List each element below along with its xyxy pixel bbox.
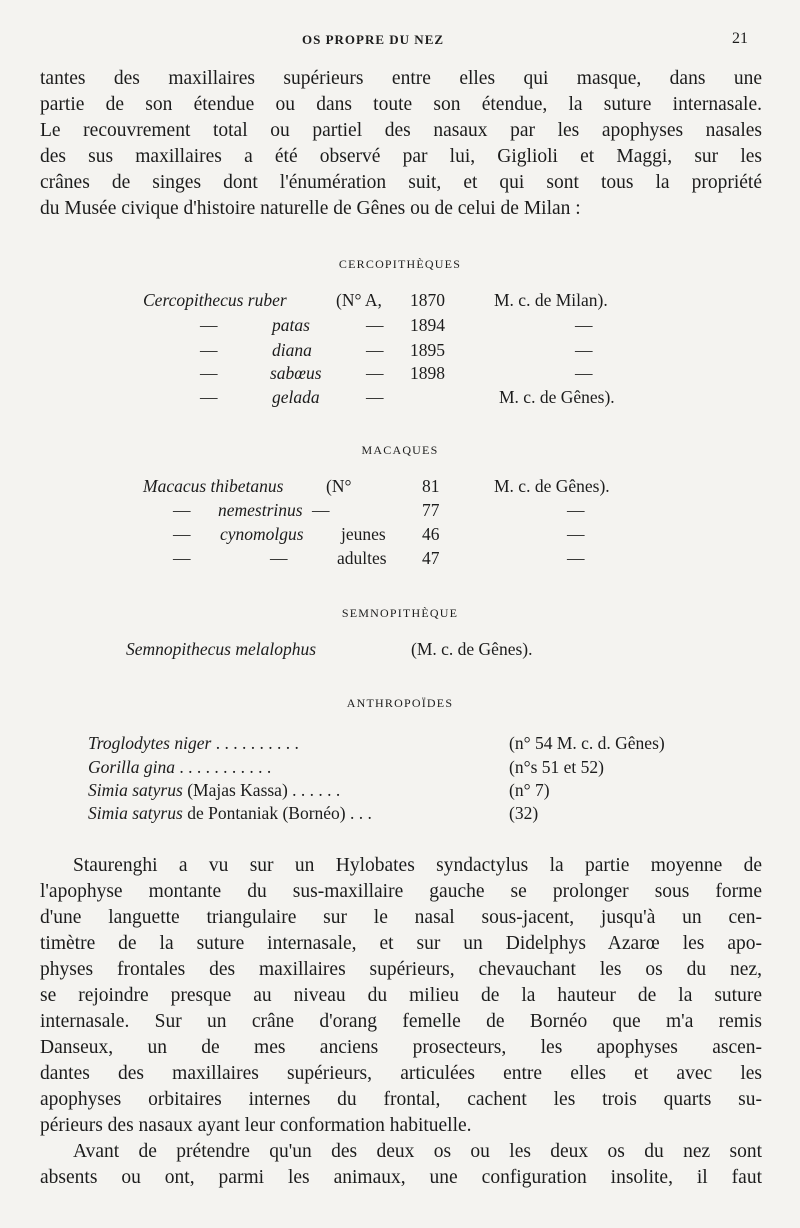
text-line: tantes des maxillaires supérieurs entre elles qui masque, dans une xyxy=(40,68,762,89)
list-item xyxy=(88,780,340,801)
list-item xyxy=(143,290,287,311)
text-line: Avant de prétendre qu'un des deux os ou les deux os du nez sont xyxy=(73,1141,762,1162)
source-cell: M. c. de Milan). xyxy=(494,290,608,310)
leader-dots: . . . xyxy=(350,803,372,823)
text-line: Danseux, un de mes anciens prosecteurs, les apophyses ascen- xyxy=(40,1037,762,1058)
leader-dots: . . . . . . . . . . . xyxy=(179,757,272,777)
dash-cell: — xyxy=(575,340,593,360)
source-cell: (M. c. de Gênes). xyxy=(411,639,533,659)
dash-cell: — xyxy=(312,500,330,520)
list-item xyxy=(88,733,299,754)
ref-cell: (n° 7) xyxy=(509,780,550,800)
section-heading-anthropoides: ANTHROPOÏDES xyxy=(346,696,454,710)
section-heading-semnopitheque: SEMNOPITHÈQUE xyxy=(341,606,459,620)
text-line: des sus maxillaires a été observé par lui, Giglioli et Maggi, sur les xyxy=(40,146,762,167)
species-name: patas xyxy=(272,315,310,335)
page-number: 21 xyxy=(732,30,748,47)
text-line: physes frontales des maxillaires supérieurs, chevauchant les os du nez, xyxy=(40,959,762,980)
dash-cell: — xyxy=(173,524,191,544)
species-extra: (Majas Kassa) xyxy=(187,780,288,800)
note-cell: (N° xyxy=(326,476,352,496)
dash-cell: — xyxy=(366,340,384,360)
list-item xyxy=(88,757,271,778)
list-item xyxy=(88,803,372,824)
ref-cell: (n°s 51 et 52) xyxy=(509,757,604,777)
section-heading-macaques: MACAQUES xyxy=(361,443,439,457)
species-name: Simia satyrus xyxy=(88,780,183,800)
text-line: timètre de la suture internasale, et sur un Didelphys Azarœ les apo- xyxy=(40,933,762,954)
section-heading-cercopitheques: CERCOPITHÈQUES xyxy=(338,257,462,271)
ref-cell: (32) xyxy=(509,803,539,823)
text-line: d'une languette triangulaire sur le nasal sous-jacent, jusqu'à un cen- xyxy=(40,907,762,928)
dash-cell: — xyxy=(366,363,384,383)
ref-cell: (n° 54 M. c. d. Gênes) xyxy=(509,733,665,753)
year-cell: 1894 xyxy=(410,315,445,335)
dash-cell: — xyxy=(173,500,191,520)
text-line: crânes de singes dont l'énumération suit, et qui sont tous la propriété xyxy=(40,172,762,193)
species-name: cynomolgus xyxy=(220,524,304,544)
species-name: gelada xyxy=(272,387,320,407)
dash-cell: — xyxy=(200,387,218,407)
dash-cell: — xyxy=(200,315,218,335)
year-cell: 1898 xyxy=(410,363,445,383)
num-cell: 47 xyxy=(422,548,440,568)
dash-cell: — xyxy=(567,524,585,544)
text-line: absents ou ont, parmi les animaux, une configuration insolite, il faut xyxy=(40,1167,762,1188)
dash-cell: — xyxy=(575,315,593,335)
note-cell: adultes xyxy=(337,548,387,568)
num-cell: 81 xyxy=(422,476,440,496)
species-name: Simia satyrus xyxy=(88,803,183,823)
year-cell: 1895 xyxy=(410,340,445,360)
dash-cell: — xyxy=(567,500,585,520)
species-extra: de Pontaniak (Bornéo) xyxy=(187,803,346,823)
running-head xyxy=(0,30,800,52)
species-name: Semnopithecus melalophus xyxy=(126,639,317,659)
dash-cell: — xyxy=(567,548,585,568)
species-name: sabœus xyxy=(270,363,322,383)
ref-cell: (N° A, xyxy=(336,290,382,310)
source-cell: M. c. de Gênes). xyxy=(494,476,610,496)
text-line: internasale. Sur un crâne d'orang femelle de Bornéo que m'a remis xyxy=(40,1011,762,1032)
text-line: périeurs des nasaux ayant leur conformation habituelle. xyxy=(40,1115,472,1136)
text-line: Staurenghi a vu sur un Hylobates syndactylus la partie moyenne de xyxy=(73,855,762,876)
text-line: partie de son étendue ou dans toute son étendue, la suture internasale. xyxy=(40,94,762,115)
dash-cell: — xyxy=(173,548,191,568)
text-line: Le recouvrement total ou partiel des nasaux par les apophyses nasales xyxy=(40,120,762,141)
leader-dots: . . . . . . xyxy=(292,780,341,800)
note-cell: jeunes xyxy=(341,524,386,544)
intro-paragraph xyxy=(40,66,762,222)
dash-cell: — xyxy=(366,387,384,407)
num-cell: 77 xyxy=(422,500,440,520)
text-line: se rejoindre presque au niveau du milieu de la hauteur de la suture xyxy=(40,985,762,1006)
dash-cell: — xyxy=(200,363,218,383)
num-cell: 46 xyxy=(422,524,440,544)
dash-cell: — xyxy=(366,315,384,335)
species-name: diana xyxy=(272,340,312,360)
year-cell: 1870 xyxy=(410,290,445,310)
text-line: du Musée civique d'histoire naturelle de Gênes ou de celui de Milan : xyxy=(40,198,581,219)
text-line: apophyses orbitaires internes du frontal, cachent les trois quarts su- xyxy=(40,1089,762,1110)
leader-dots: . . . . . . . . . . xyxy=(215,733,299,753)
species-name: nemestrinus xyxy=(218,500,303,520)
dash-cell: — xyxy=(575,363,593,383)
dash-cell: — xyxy=(270,548,288,568)
closing-paragraph xyxy=(40,853,762,1191)
species-name: Troglodytes niger xyxy=(88,733,212,753)
species-name: Macacus thibetanus xyxy=(143,476,284,496)
text-line: l'apophyse montante du sus-maxillaire gauche se prolonger sous forme xyxy=(40,881,762,902)
text-line: dantes des maxillaires supérieurs, articulées entre elles et avec les xyxy=(40,1063,762,1084)
species-name: Gorilla gina xyxy=(88,757,176,777)
running-title: OS PROPRE DU NEZ xyxy=(302,32,445,47)
source-cell: M. c. de Gênes). xyxy=(499,387,615,407)
dash-cell: — xyxy=(200,340,218,360)
species-name: Cercopithecus ruber xyxy=(143,290,287,310)
